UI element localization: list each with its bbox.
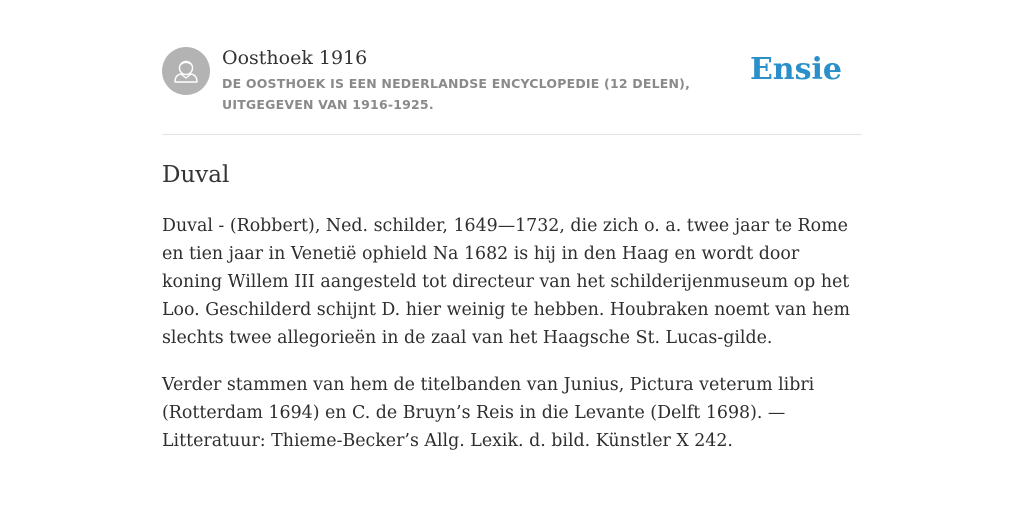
source-name[interactable]: Oosthoek 1916 (222, 47, 368, 69)
source-header (162, 44, 862, 135)
entry-paragraph: Verder stammen van hem de titelbanden van Junius, Pictura veterum libri (Rotterdam 1694) en C. de Bruyn’s Reis in die Levante (Delft 1698). — Litteratuur: Thieme-Becker’s Allg. Lexik. d. bild. Künstler X 242. (162, 375, 815, 451)
entry-paragraph: Duval - (Robbert), Ned. schilder, 1649—1732, die zich o. a. twee jaar te Rome en tien jaar in Venetië ophield Na 1682 is hij in den Haag en wordt door koning Willem III aangesteld tot directeur van het schilderijenmuseum op het Loo. Geschilderd schijnt D. hier weinig te hebben. Houbraken noemt van hem slechts twee allegorieën in de zaal van het Haagsche St. Lucas-gilde. (162, 216, 850, 348)
source-info (222, 46, 762, 115)
user-avatar-icon[interactable] (162, 47, 210, 95)
source-description: DE OOSTHOEK IS EEN NEDERLANDSE ENCYCLOPEDIE (12 DELEN), UITGEGEVEN VAN 1916-1925. (222, 76, 691, 112)
entry-body (162, 212, 862, 474)
page-content (162, 44, 862, 451)
ensie-logo[interactable]: Ensie (749, 52, 842, 87)
person-outline-icon (162, 47, 210, 95)
entry-title: Duval (162, 162, 230, 188)
